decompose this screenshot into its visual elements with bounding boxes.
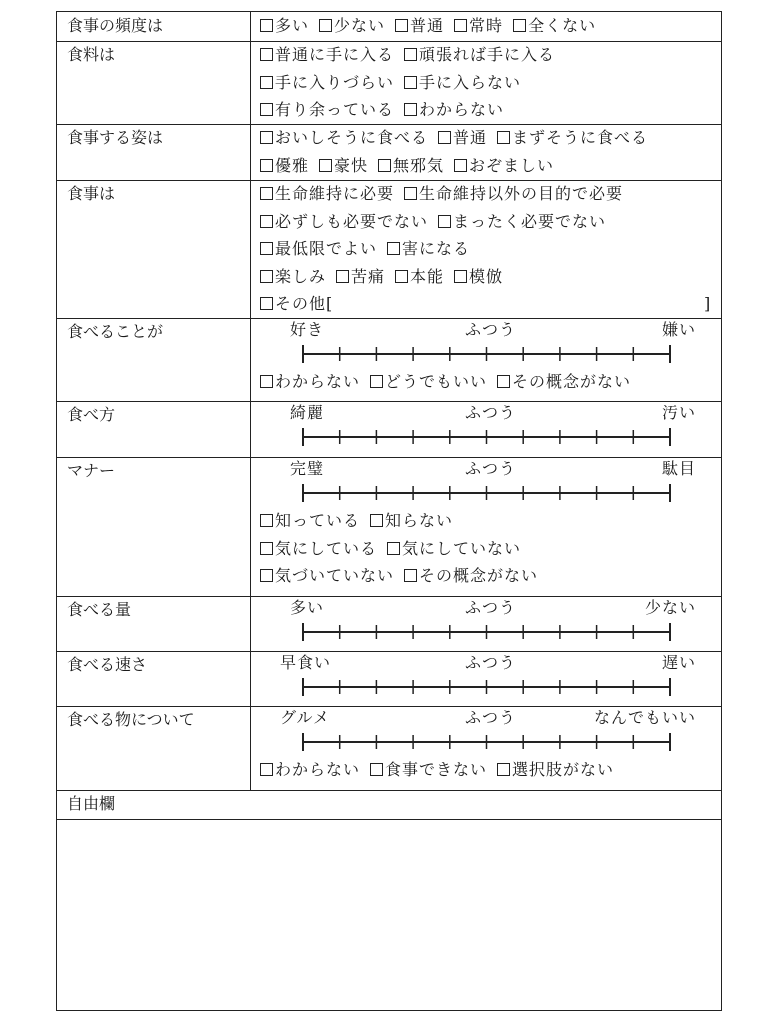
checkbox-option[interactable] xyxy=(438,128,487,148)
checkbox[interactable] xyxy=(260,187,273,200)
checkbox[interactable] xyxy=(404,187,417,200)
checkbox-option[interactable] xyxy=(260,267,326,287)
checkbox-option[interactable] xyxy=(260,156,309,176)
checkbox-option[interactable] xyxy=(260,511,360,531)
rating-scale[interactable] xyxy=(298,481,698,505)
checkbox-label: 苦痛 xyxy=(351,266,386,286)
checkbox[interactable] xyxy=(260,48,273,61)
checkbox-option[interactable] xyxy=(370,760,487,780)
checkbox-label: 楽しみ xyxy=(275,266,327,286)
checkbox-option[interactable] xyxy=(513,16,596,36)
checkbox-label: 優雅 xyxy=(275,155,310,175)
row-divider xyxy=(57,819,721,820)
checkbox[interactable] xyxy=(260,103,273,116)
checkbox-option[interactable] xyxy=(454,16,503,36)
checkbox-label: 選択肢がない xyxy=(512,760,615,779)
other-close-bracket: ] xyxy=(704,294,711,313)
option-line xyxy=(260,184,633,204)
checkbox-label: 気にしている xyxy=(275,538,378,558)
question-label: マナー xyxy=(67,461,116,480)
rating-scale[interactable] xyxy=(298,730,698,754)
question-label: 食事する姿は xyxy=(67,128,164,147)
checkbox-option[interactable] xyxy=(404,45,555,65)
checkbox[interactable] xyxy=(404,76,417,89)
checkbox[interactable] xyxy=(260,569,273,582)
checkbox-label: 害になる xyxy=(402,239,471,258)
checkbox[interactable] xyxy=(260,763,273,776)
scale-left-label: 早食い xyxy=(280,653,332,672)
checkbox[interactable] xyxy=(454,270,467,283)
checkbox[interactable] xyxy=(497,763,510,776)
option-line xyxy=(260,156,564,176)
rating-scale[interactable] xyxy=(298,342,698,366)
option-line xyxy=(260,100,514,120)
checkbox[interactable] xyxy=(319,19,332,32)
checkbox-option[interactable] xyxy=(454,267,503,287)
checkbox-option[interactable] xyxy=(319,16,385,36)
scale-left-label: グルメ xyxy=(280,708,331,727)
checkbox[interactable] xyxy=(404,103,417,116)
checkbox[interactable] xyxy=(336,270,349,283)
checkbox-label: 食事できない xyxy=(385,760,488,779)
scale-right-label: 少ない xyxy=(644,598,696,617)
checkbox-label: その概念がない xyxy=(419,566,539,585)
row-divider xyxy=(57,651,721,652)
scale-middle-label: ふつう xyxy=(465,320,517,339)
checkbox[interactable] xyxy=(497,131,510,144)
rating-scale[interactable] xyxy=(298,620,698,644)
row-divider xyxy=(57,457,721,458)
scale-left-label: 多い xyxy=(290,598,325,617)
checkbox-label: わからない xyxy=(275,760,361,779)
checkbox-option[interactable] xyxy=(336,267,385,287)
question-label: 食べることが xyxy=(67,322,164,341)
checkbox-label: 全くない xyxy=(528,16,597,35)
checkbox-label: 頑張れば手に入る xyxy=(419,45,556,64)
scale-middle-label: ふつう xyxy=(465,708,517,727)
checkbox[interactable] xyxy=(260,542,273,555)
checkbox-label: 多い xyxy=(275,16,310,35)
checkbox[interactable] xyxy=(438,215,451,228)
checkbox[interactable] xyxy=(454,159,467,172)
checkbox-option[interactable] xyxy=(395,267,444,287)
checkbox[interactable] xyxy=(260,131,273,144)
scale-right-label: 遅い xyxy=(661,653,696,672)
question-label: 食事は xyxy=(67,184,116,203)
checkbox-label: わからない xyxy=(275,372,361,391)
scale-left-label: 好き xyxy=(290,320,325,339)
checkbox-option[interactable] xyxy=(497,760,614,780)
checkbox-label: わからない xyxy=(419,100,505,119)
checkbox-label: 最低限でよい xyxy=(275,239,378,258)
rating-scale[interactable] xyxy=(298,675,698,699)
checkbox-option[interactable] xyxy=(260,539,377,559)
checkbox-option[interactable] xyxy=(260,73,394,93)
scale-middle-label: ふつう xyxy=(465,653,517,672)
checkbox-label: 豪快 xyxy=(334,155,369,175)
checkbox-option[interactable] xyxy=(378,156,444,176)
checkbox-option[interactable] xyxy=(260,212,428,232)
checkbox-label: どうでもいい xyxy=(385,372,488,391)
checkbox[interactable] xyxy=(454,19,467,32)
checkbox-label: 手に入りづらい xyxy=(275,72,395,92)
option-line xyxy=(260,128,658,148)
checkbox-label: まずそうに食べる xyxy=(512,128,649,147)
checkbox-option[interactable] xyxy=(260,566,394,586)
checkbox-label: 気づいていない xyxy=(275,566,395,585)
scale-left-label: 完璧 xyxy=(290,459,325,478)
checkbox-label: 少ない xyxy=(334,16,386,35)
option-line xyxy=(260,372,641,392)
question-label: 食べる量 xyxy=(67,600,132,619)
checkbox[interactable] xyxy=(387,542,400,555)
free-section-label: 自由欄 xyxy=(67,794,116,813)
option-line xyxy=(260,73,531,93)
checkbox-option[interactable] xyxy=(319,156,368,176)
checkbox-label: 知らない xyxy=(385,511,454,530)
checkbox-option[interactable] xyxy=(438,212,606,232)
checkbox-option[interactable] xyxy=(404,566,538,586)
checkbox[interactable] xyxy=(260,270,273,283)
scale-right-label: 駄目 xyxy=(661,459,696,478)
row-divider xyxy=(57,41,721,42)
checkbox[interactable] xyxy=(260,514,273,527)
checkbox[interactable] xyxy=(370,763,383,776)
questionnaire-sheet xyxy=(56,11,722,1011)
checkbox[interactable] xyxy=(319,159,332,172)
scale-middle-label: ふつう xyxy=(465,459,517,478)
checkbox-label: 無邪気 xyxy=(393,155,445,175)
checkbox-option[interactable] xyxy=(260,45,394,65)
option-line xyxy=(260,239,480,259)
checkbox-option[interactable] xyxy=(370,511,453,531)
checkbox-label: おいしそうに食べる xyxy=(275,128,429,147)
checkbox-label: 本能 xyxy=(410,266,445,286)
checkbox-label: 生命維持以外の目的で必要 xyxy=(419,184,624,203)
checkbox-option[interactable] xyxy=(404,73,521,93)
row-divider xyxy=(57,318,721,319)
checkbox[interactable] xyxy=(387,242,400,255)
checkbox[interactable] xyxy=(260,19,273,32)
scale-right-label: 汚い xyxy=(661,403,696,422)
other-option-line xyxy=(260,294,343,314)
checkbox-option[interactable] xyxy=(497,128,648,148)
checkbox-option[interactable] xyxy=(260,100,394,120)
checkbox[interactable] xyxy=(404,48,417,61)
checkbox[interactable] xyxy=(378,159,391,172)
option-line xyxy=(260,539,531,559)
checkbox-option[interactable] xyxy=(260,128,428,148)
row-divider xyxy=(57,706,721,707)
option-line xyxy=(260,16,606,36)
checkbox-label: 普通に手に入る xyxy=(275,45,395,64)
checkbox[interactable] xyxy=(395,19,408,32)
checkbox-option[interactable] xyxy=(395,16,444,36)
option-line xyxy=(260,511,463,531)
question-label: 食べる速さ xyxy=(67,655,148,674)
other-label: その他[ xyxy=(275,294,334,313)
row-divider xyxy=(57,124,721,125)
checkbox-label: 有り余っている xyxy=(275,100,395,119)
checkbox-option-other[interactable] xyxy=(260,294,333,314)
checkbox-option[interactable] xyxy=(454,156,554,176)
checkbox-label: 常時 xyxy=(469,16,504,35)
option-line xyxy=(260,45,565,65)
checkbox-option[interactable] xyxy=(404,184,623,204)
option-line xyxy=(260,760,624,780)
checkbox-option[interactable] xyxy=(260,760,360,780)
checkbox-label: まったく必要でない xyxy=(453,211,607,231)
checkbox-label: 必ずしも必要でない xyxy=(275,211,429,231)
scale-middle-label: ふつう xyxy=(465,403,517,422)
checkbox[interactable] xyxy=(370,514,383,527)
scale-right-label: 嫌い xyxy=(661,320,696,339)
checkbox-label: 模倣 xyxy=(469,266,504,286)
question-label: 食料は xyxy=(67,45,116,64)
row-divider xyxy=(57,790,721,791)
checkbox-label: その概念がない xyxy=(512,372,632,391)
checkbox[interactable] xyxy=(260,159,273,172)
checkbox-option[interactable] xyxy=(497,372,631,392)
checkbox[interactable] xyxy=(260,215,273,228)
checkbox-label: 気にしていない xyxy=(402,538,522,558)
checkbox-option[interactable] xyxy=(387,539,521,559)
checkbox[interactable] xyxy=(260,242,273,255)
checkbox-label: おぞましい xyxy=(469,155,555,175)
option-line xyxy=(260,267,513,287)
row-divider xyxy=(57,596,721,597)
checkbox-option[interactable] xyxy=(260,184,394,204)
rating-scale[interactable] xyxy=(298,425,698,449)
checkbox[interactable] xyxy=(404,569,417,582)
checkbox-option[interactable] xyxy=(260,16,309,36)
scale-middle-label: ふつう xyxy=(465,598,517,617)
option-line xyxy=(260,566,548,586)
scale-right-label: なんでもいい xyxy=(593,708,696,727)
checkbox-label: 手に入らない xyxy=(419,72,522,92)
checkbox[interactable] xyxy=(260,375,273,388)
question-label: 食べ方 xyxy=(67,405,116,424)
checkbox[interactable] xyxy=(260,76,273,89)
checkbox-label: 普通 xyxy=(453,128,488,147)
option-line xyxy=(260,212,616,232)
checkbox[interactable] xyxy=(370,375,383,388)
checkbox-option[interactable] xyxy=(260,372,360,392)
question-label: 食事の頻度は xyxy=(67,16,164,35)
checkbox-option[interactable] xyxy=(260,239,377,259)
row-divider xyxy=(57,180,721,181)
checkbox-option[interactable] xyxy=(387,239,470,259)
checkbox-label: 知っている xyxy=(275,511,361,530)
checkbox-option[interactable] xyxy=(370,372,487,392)
checkbox[interactable] xyxy=(513,19,526,32)
checkbox[interactable] xyxy=(395,270,408,283)
question-label: 食べる物について xyxy=(67,710,195,729)
checkbox[interactable] xyxy=(438,131,451,144)
checkbox-label: 生命維持に必要 xyxy=(275,184,395,203)
checkbox[interactable] xyxy=(497,375,510,388)
checkbox-label: 普通 xyxy=(410,16,445,35)
checkbox-option[interactable] xyxy=(404,100,504,120)
row-divider xyxy=(57,401,721,402)
checkbox[interactable] xyxy=(260,297,273,310)
scale-left-label: 綺麗 xyxy=(290,403,325,422)
